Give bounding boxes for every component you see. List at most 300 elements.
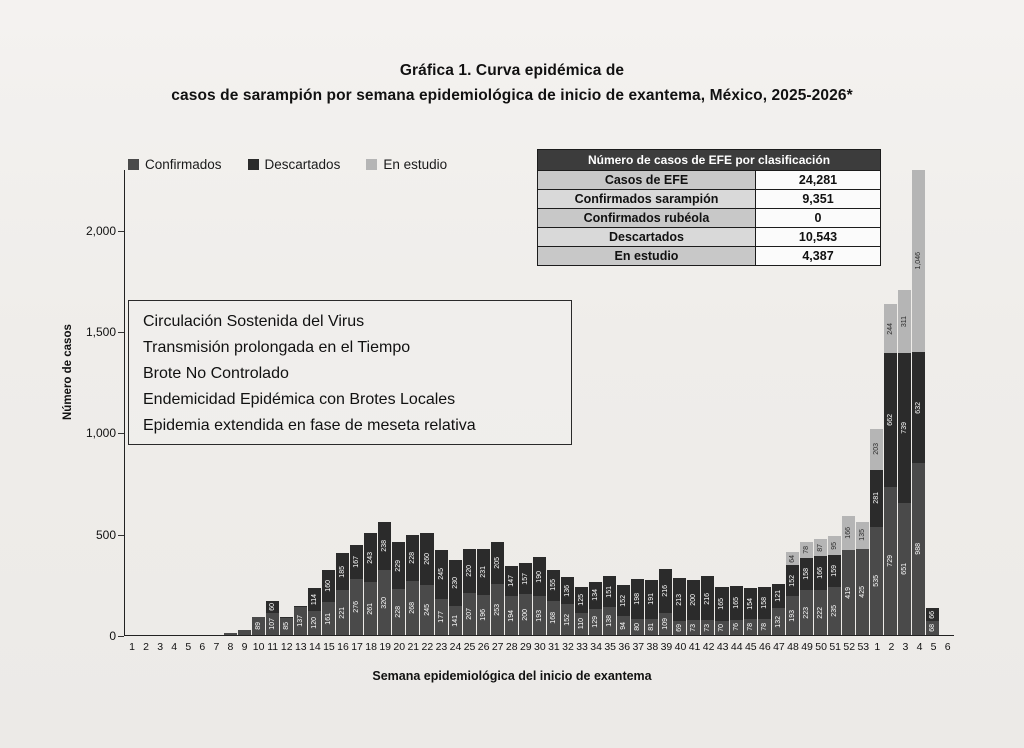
x-tick-label: 31 (548, 641, 560, 653)
x-tick-label: 23 (435, 641, 448, 653)
bar-segment-conf (701, 620, 714, 635)
summary-row-label: Casos de EFE (538, 171, 756, 190)
x-axis-ticks (125, 641, 955, 653)
x-tick-label: 13 (294, 641, 307, 653)
bar-column (744, 170, 757, 635)
bar-value-label: 95 (830, 541, 838, 550)
bar-column (238, 170, 251, 635)
bar-segment-conf (744, 619, 757, 635)
bar-segment-desc (364, 533, 377, 582)
summary-row-label: Confirmados rubéola (538, 209, 756, 228)
bar-value-label: 535 (873, 574, 880, 587)
x-tick-label: 28 (505, 641, 518, 653)
summary-row-value: 9,351 (756, 190, 881, 209)
bar-column (701, 170, 714, 635)
bar-column (463, 170, 476, 635)
summary-row-value: 0 (756, 209, 881, 228)
bar-segment-est (842, 516, 855, 550)
bar-column (940, 170, 953, 635)
bar-value-label: 120 (311, 617, 319, 629)
bar-value-label: 276 (353, 601, 361, 613)
y-tick-label: 2,000 (85, 223, 116, 238)
bar-segment-conf (477, 595, 490, 635)
x-tick-label: 30 (534, 641, 546, 653)
bar-segment-desc (547, 570, 560, 601)
bar-value-label: 158 (760, 597, 768, 610)
bar-column (645, 170, 658, 635)
bar-segment-desc (673, 578, 686, 621)
bar-segment-est (856, 522, 869, 549)
bar-value-label: 73 (704, 623, 712, 632)
bar-column (435, 170, 448, 635)
annotation-line: Brote No Controlado (143, 365, 289, 382)
bar-segment-conf (505, 596, 518, 635)
bar-segment-conf (603, 607, 616, 635)
bar-segment-conf (463, 593, 476, 635)
bar-value-label: 198 (634, 592, 642, 605)
bar-column (659, 170, 672, 635)
bar-segment-desc (772, 584, 785, 609)
bar-value-label: 168 (549, 612, 557, 624)
x-tick-label: 3 (157, 641, 164, 653)
bar-segment-conf (294, 607, 307, 635)
bar-segment-desc (378, 522, 391, 570)
bar-segment-est (828, 536, 841, 555)
x-tick-label: 19 (379, 641, 391, 653)
bar-column (715, 170, 728, 635)
x-tick-label: 36 (618, 641, 631, 653)
x-tick-label: 12 (280, 641, 293, 653)
bar-segment-conf (252, 617, 265, 635)
summary-row-label: Descartados (538, 228, 756, 247)
x-tick-label: 53 (857, 641, 870, 653)
bar-segment-conf (828, 587, 841, 635)
bar-value-label: 129 (592, 616, 600, 628)
bar-column (168, 170, 181, 635)
bar-series (125, 170, 954, 635)
bar-segment-conf (266, 613, 279, 635)
bar-column (870, 170, 883, 635)
summary-row-value: 24,281 (756, 171, 881, 190)
x-tick-label: 33 (576, 641, 588, 653)
bar-value-label: 78 (802, 546, 810, 554)
bar-segment-desc (406, 535, 419, 581)
bar-segment-conf (406, 581, 419, 635)
x-axis-title: Semana epidemiológica del inicio de exantema (372, 669, 652, 683)
bar-column (210, 170, 223, 635)
bar-value-label: 651 (901, 563, 909, 575)
x-tick-label: 49 (801, 641, 813, 653)
x-tick-label: 44 (730, 641, 743, 653)
bar-segment-conf (715, 621, 728, 635)
y-tick-mark (118, 535, 124, 536)
x-tick-label: 2 (143, 641, 150, 653)
bar-column (631, 170, 644, 635)
bar-segment-desc (715, 587, 728, 620)
x-tick-label: 21 (407, 641, 420, 653)
bar-segment-desc (828, 555, 841, 587)
y-tick-mark (118, 332, 124, 333)
bar-value-label: 85 (283, 622, 291, 631)
bar-value-label: 110 (578, 618, 586, 630)
x-tick-label: 39 (660, 641, 673, 653)
x-tick-label: 4 (916, 641, 923, 653)
bar-value-label: 152 (563, 613, 571, 626)
bar-column (322, 170, 335, 635)
x-tick-label: 6 (944, 641, 951, 653)
bar-value-label: 87 (816, 543, 824, 552)
legend-label: Descartados (264, 157, 341, 172)
bar-segment-conf (575, 613, 588, 635)
bar-column (772, 170, 785, 635)
y-tick-mark (118, 231, 124, 232)
bar-segment-desc (926, 608, 939, 621)
bar-segment-desc (912, 352, 925, 462)
bar-value-label: 268 (409, 602, 417, 614)
bar-column (589, 170, 602, 635)
x-tick-label: 48 (787, 641, 799, 653)
legend-label: Confirmados (145, 157, 222, 172)
bar-value-label: 207 (465, 608, 473, 620)
bar-segment-desc (603, 576, 616, 607)
bar-segment-desc (561, 577, 574, 605)
bar-column (519, 170, 532, 635)
bar-column (154, 170, 167, 635)
bar-value-label: 76 (732, 623, 740, 632)
x-tick-label: 45 (744, 641, 757, 653)
bar-column (814, 170, 827, 635)
bar-segment-desc (617, 585, 630, 616)
bar-column (547, 170, 560, 635)
bar-column (505, 170, 518, 635)
bar-segment-desc (533, 557, 546, 595)
y-axis-title: Número de casos (62, 324, 74, 420)
bar-value-label: 1,046 (915, 252, 923, 270)
bar-value-label: 185 (339, 565, 347, 578)
y-tick-label: 1,500 (85, 325, 116, 340)
legend-label: En estudio (383, 157, 448, 172)
summary-row-label: Confirmados sarampión (538, 190, 756, 209)
x-tick-label: 25 (463, 641, 476, 653)
bar-value-label: 222 (816, 606, 824, 619)
bar-column (140, 170, 153, 635)
bar-segment-est (898, 290, 911, 353)
bar-column (856, 170, 869, 635)
bar-value-label: 190 (535, 570, 543, 583)
bar-segment-conf (842, 550, 855, 635)
bar-value-label: 260 (423, 553, 431, 565)
bar-column (420, 170, 433, 635)
bar-value-label: 419 (844, 586, 852, 599)
bar-segment-est (800, 542, 813, 558)
bar-value-label: 281 (873, 492, 880, 504)
bar-value-label: 165 (732, 597, 740, 609)
bar-value-label: 134 (592, 589, 600, 602)
bar-segment-conf (673, 621, 686, 635)
bar-value-label: 228 (409, 551, 417, 564)
bar-segment-conf (449, 606, 462, 635)
bar-column (533, 170, 546, 635)
bar-value-label: 320 (381, 596, 389, 609)
bar-value-label: 78 (760, 623, 768, 631)
bar-value-label: 81 (648, 622, 656, 631)
x-tick-label: 11 (267, 641, 279, 653)
bar-segment-est (870, 429, 883, 470)
bar-column (926, 170, 939, 635)
bar-value-label: 191 (648, 593, 656, 606)
bar-segment-desc (477, 549, 490, 596)
bar-column (786, 170, 799, 635)
bar-segment-conf (364, 582, 377, 635)
x-tick-label: 35 (604, 641, 616, 653)
bar-segment-desc (884, 353, 897, 487)
x-tick-label: 38 (646, 641, 659, 653)
bar-value-label: 216 (662, 585, 670, 597)
bar-segment-conf (856, 549, 869, 635)
bar-value-label: 68 (929, 624, 937, 633)
bar-value-label: 194 (507, 609, 515, 622)
bar-column (406, 170, 419, 635)
bar-segment-conf (420, 585, 433, 635)
bar-value-label: 107 (268, 618, 276, 630)
bar-value-label: 60 (268, 603, 276, 612)
bar-column (182, 170, 195, 635)
title-line-2: casos de sarampión por semana epidemiológica de inicio de exantema, México, 2025-2026* (171, 87, 853, 104)
summary-row-value: 4,387 (756, 247, 881, 266)
annotation-line: Epidemia extendida en fase de meseta relativa (143, 417, 476, 434)
bar-value-label: 165 (718, 598, 726, 610)
x-tick-label: 7 (213, 641, 220, 653)
x-tick-label: 17 (351, 641, 363, 653)
bar-value-label: 216 (704, 592, 712, 605)
bar-value-label: 244 (887, 322, 895, 335)
bar-segment-conf (617, 616, 630, 635)
bar-value-label: 177 (437, 611, 445, 623)
x-tick-label: 51 (829, 641, 841, 653)
bar-segment-desc (519, 563, 532, 595)
x-tick-label: 15 (323, 641, 335, 653)
bar-column (687, 170, 700, 635)
x-tick-label: 1 (129, 641, 135, 653)
bar-column (884, 170, 897, 635)
legend-swatch-icon (248, 159, 259, 170)
bar-value-label: 69 (676, 624, 684, 632)
bar-column (449, 170, 462, 635)
bar-segment-conf (926, 621, 939, 635)
x-tick-label: 37 (632, 641, 645, 653)
bar-segment-desc (631, 579, 644, 619)
bar-column (392, 170, 405, 635)
bar-column (266, 170, 279, 635)
y-tick-label: 0 (109, 629, 116, 643)
bar-segment-conf (898, 503, 911, 635)
x-tick-label: 10 (252, 641, 265, 653)
bar-column (575, 170, 588, 635)
bar-value-label: 141 (451, 614, 459, 627)
bar-value-label: 166 (844, 527, 852, 540)
bar-value-label: 94 (620, 621, 628, 630)
bar-segment-desc (336, 553, 349, 590)
bar-value-label: 193 (788, 609, 796, 622)
annotation-line: Transmisión prolongada en el Tiempo (143, 339, 411, 356)
bar-value-label: 159 (830, 565, 838, 578)
x-tick-label: 2 (888, 641, 895, 653)
bar-segment-desc (814, 556, 827, 590)
bar-column (673, 170, 686, 635)
bar-value-label: 154 (746, 597, 754, 610)
x-tick-label: 14 (309, 641, 321, 653)
x-tick-label: 24 (449, 641, 462, 653)
bar-value-label: 167 (353, 556, 361, 569)
bar-value-label: 253 (493, 603, 501, 616)
bar-column (730, 170, 743, 635)
x-tick-label: 47 (773, 641, 785, 653)
bar-column (308, 170, 321, 635)
bar-segment-desc (449, 560, 462, 607)
bar-value-label: 121 (774, 590, 782, 602)
bar-value-label: 205 (493, 557, 501, 569)
bar-value-label: 221 (339, 606, 347, 619)
bar-value-label: 135 (858, 529, 866, 542)
bar-value-label: 213 (676, 593, 684, 606)
y-tick-label: 1,000 (85, 426, 116, 441)
bar-value-label: 160 (325, 580, 333, 593)
bar-segment-desc (505, 566, 518, 596)
bar-column (126, 170, 139, 635)
bar-segment-desc (491, 542, 504, 584)
bar-column (561, 170, 574, 635)
x-tick-label: 52 (843, 641, 856, 653)
bar-segment-est (814, 539, 827, 557)
bar-value-label: 80 (634, 623, 642, 631)
x-tick-label: 50 (815, 641, 827, 653)
bar-value-label: 235 (830, 605, 838, 618)
bar-value-label: 203 (873, 443, 880, 455)
bar-segment-conf (308, 611, 321, 635)
x-tick-label: 20 (393, 641, 406, 653)
bar-column (280, 170, 293, 635)
bar-segment-conf (645, 619, 658, 635)
bar-segment-desc (659, 569, 672, 613)
bar-value-label: 662 (887, 414, 895, 427)
bar-segment-desc (898, 353, 911, 503)
bar-segment-desc (730, 586, 743, 619)
bar-segment-conf (238, 630, 251, 635)
bar-column (828, 170, 841, 635)
bar-segment-conf (392, 589, 405, 635)
bar-segment-conf (786, 596, 799, 635)
bar-value-label: 89 (254, 622, 262, 630)
bar-value-label: 166 (816, 567, 824, 580)
bar-value-label: 125 (578, 594, 586, 606)
bar-segment-desc (744, 588, 757, 619)
bar-value-label: 245 (423, 604, 431, 617)
bar-column (800, 170, 813, 635)
bar-segment-desc (308, 588, 321, 611)
bar-segment-conf (350, 579, 363, 635)
bar-value-label: 66 (929, 610, 937, 619)
summary-row-label: En estudio (538, 247, 756, 266)
plot-area (85, 170, 954, 643)
bar-segment-conf (758, 619, 771, 635)
x-tick-label: 32 (562, 641, 574, 653)
bar-segment-desc (420, 533, 433, 586)
bar-value-label: 228 (395, 606, 403, 618)
bar-segment-conf (533, 596, 546, 635)
bar-segment-conf (224, 633, 237, 635)
bar-segment-conf (561, 604, 574, 635)
bar-segment-conf (589, 609, 602, 635)
x-tick-label: 5 (185, 641, 192, 653)
bar-segment-conf (730, 620, 743, 635)
x-tick-label: 29 (519, 641, 532, 653)
bar-column (491, 170, 504, 635)
bar-value-label: 147 (507, 574, 515, 587)
x-tick-label: 41 (688, 641, 701, 653)
bar-segment-conf (659, 613, 672, 635)
bar-segment-conf (378, 570, 391, 635)
bar-value-label: 243 (367, 551, 375, 564)
bar-segment-est (912, 170, 925, 352)
bar-value-label: 64 (788, 554, 796, 563)
x-axis-line (124, 635, 954, 636)
bar-segment-desc (350, 545, 363, 579)
bar-value-label: 988 (915, 542, 923, 555)
bar-segment-conf (280, 618, 293, 635)
summary-table-header: Número de casos de EFE por clasificación (538, 150, 881, 171)
bar-segment-desc (575, 587, 588, 612)
bar-value-label: 196 (479, 609, 487, 621)
bar-segment-conf (772, 608, 785, 635)
bar-column (477, 170, 490, 635)
bar-column (294, 170, 307, 635)
bar-value-label: 151 (606, 585, 614, 598)
bar-value-label: 200 (521, 608, 529, 621)
bar-segment-conf (912, 463, 925, 635)
bar-value-label: 230 (451, 577, 459, 589)
bar-value-label: 193 (535, 609, 543, 622)
x-tick-label: 9 (241, 641, 248, 653)
bar-value-label: 229 (395, 559, 403, 572)
y-tick-label: 500 (95, 527, 116, 542)
bar-column (364, 170, 377, 635)
bar-segment-conf (336, 590, 349, 635)
bar-column (912, 170, 925, 635)
x-tick-label: 18 (365, 641, 377, 653)
y-tick-mark (118, 433, 124, 434)
annotation-line: Circulación Sostenida del Virus (143, 313, 365, 330)
bar-value-label: 220 (465, 564, 473, 577)
bar-value-label: 223 (802, 606, 810, 619)
bar-segment-desc (701, 576, 714, 620)
bar-segment-desc (266, 601, 279, 613)
bar-column (350, 170, 363, 635)
bar-segment-conf (814, 590, 827, 635)
bar-segment-conf (800, 590, 813, 635)
bar-segment-desc (392, 542, 405, 588)
bar-value-label: 70 (718, 624, 726, 632)
bar-value-label: 311 (901, 316, 909, 328)
bar-value-label: 132 (774, 615, 782, 628)
bar-value-label: 136 (563, 584, 571, 597)
x-tick-label: 8 (227, 641, 234, 653)
legend-swatch-icon (128, 159, 139, 170)
bar-segment-desc (758, 587, 771, 619)
bar-value-label: 152 (788, 574, 796, 587)
bar-column (617, 170, 630, 635)
x-tick-label: 22 (421, 641, 434, 653)
bar-column (378, 170, 391, 635)
